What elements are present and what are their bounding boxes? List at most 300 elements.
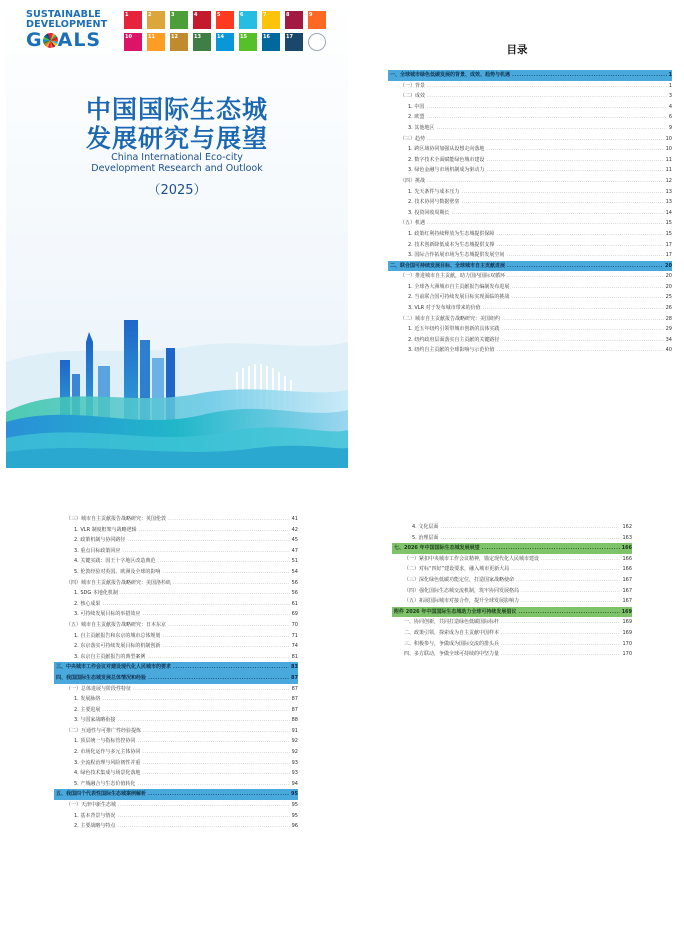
toc-entry[interactable] [54, 684, 298, 695]
toc-entry-page-number: 162 [622, 524, 632, 530]
sdg-goal-17-icon: 17 [285, 33, 303, 51]
toc-leader-dots [137, 779, 289, 790]
toc-entry-label: （三）趋势 [400, 135, 426, 142]
toc-entry-label: 2. 技术协同与数据壁垒 [408, 199, 460, 206]
toc-entry[interactable] [388, 208, 672, 219]
toc-leader-dots [501, 649, 620, 660]
toc-entry[interactable] [54, 747, 298, 758]
toc-entry-page-number: 15 [665, 230, 672, 237]
toc-leader-dots [427, 176, 664, 187]
toc-entry[interactable] [392, 554, 632, 565]
toc-entry-page-number: 166 [621, 545, 632, 552]
toc-entry-label: 5. 伦敦经验对英国、欧洲及全球的影响 [74, 568, 161, 575]
toc-entry[interactable] [54, 779, 298, 790]
toc-leader-dots [496, 240, 663, 251]
toc-entry-label: 1. 顶层统一与指标管控协同 [74, 738, 136, 745]
toc-entry-page-number: 3 [668, 93, 672, 100]
toc-leader-dots [521, 596, 620, 607]
toc-leader-dots [142, 768, 289, 779]
toc-leader-dots [440, 533, 620, 544]
toc-entry-page-number: 1 [668, 72, 672, 78]
toc-entry[interactable] [54, 514, 298, 525]
toc-entry-label: 附件 2026 年中国国际生态城助力全球可持续发展倡议 [394, 608, 517, 615]
toc-entry-label: 四、多方联动，争做全球可持续的中坚力量 [404, 651, 500, 658]
toc-entry-label: 二、政策引领，探索成为自主贡献中国样本 [404, 629, 500, 636]
toc-entry-label: 1. 近五年纽约引领带城市创新的具体实践 [408, 326, 500, 333]
toc-entry-page-number: 92 [291, 738, 298, 745]
sdg-goal-5-icon: 5 [216, 11, 234, 29]
toc-leader-dots [137, 736, 289, 747]
toc-entry-page-number: 166 [622, 566, 632, 573]
toc-entry-page-number: 14 [665, 209, 672, 216]
toc-leader-dots [148, 789, 289, 800]
toc-entry[interactable] [388, 271, 672, 282]
toc-entry[interactable] [388, 197, 672, 208]
toc-entry-label: （一）总体进展与阶段性特征 [66, 685, 132, 692]
toc-entry-label: （二）城市自主贡献报告战略研究：美国纽约 [400, 315, 501, 322]
toc-entry-label: 2. 主要进展 [74, 706, 101, 713]
toc-entry-label: 四、我国国际生态城发展总体情况和经验 [56, 674, 147, 681]
toc-entry[interactable] [54, 609, 298, 620]
toc-page-3 [352, 470, 682, 936]
toc-entry-page-number: 12 [665, 177, 672, 184]
toc-entry[interactable] [388, 218, 672, 229]
sdg-goal-icons [124, 11, 334, 51]
toc-entry-label: 2. 欧盟 [408, 114, 425, 121]
toc-entry-page-number: 17 [665, 252, 672, 259]
cover-english-line1: China International Eco-city [111, 152, 243, 163]
toc-entry-label: 1. 中国 [408, 103, 425, 110]
toc-entry-label: 3. 其他地区 [408, 124, 435, 131]
toc-entry-label: 2. 纽约政府层面落实自主贡献的关键路径 [408, 336, 500, 343]
toc-entry[interactable] [54, 546, 298, 557]
toc-entry-page-number: 87 [291, 706, 298, 713]
toc-entry-label: 3. 可持续发展目标的举措效应 [74, 611, 141, 618]
toc-entry-page-number: 87 [291, 696, 298, 703]
toc-leader-dots [486, 165, 663, 176]
toc-entry-label: （五）城市自主贡献报告战略研究：日本东京 [66, 621, 167, 628]
sdg-goal-1-icon: 1 [124, 11, 142, 29]
sdg-goal-10-icon: 10 [124, 33, 142, 51]
toc-leader-dots [506, 250, 663, 261]
toc-entry-page-number: 20 [665, 273, 672, 280]
toc-entry[interactable] [54, 800, 298, 811]
cover-english-line2: Development Research and Outlook [91, 163, 263, 174]
toc-entry-label: 三、积极参与，争做成为国际交流的排头兵 [404, 640, 500, 647]
toc-entry-label: 5. 治理层面 [412, 534, 439, 541]
toc-entry-page-number: 87 [291, 685, 298, 692]
toc-leader-dots [143, 726, 290, 737]
toc-leader-dots [162, 641, 289, 652]
toc-entry-label: 1. 政策红利持续释放为生态城提供保障 [408, 230, 495, 237]
toc-leader-dots [440, 522, 620, 533]
cover-year: （2025） [147, 183, 207, 198]
toc-leader-dots [133, 684, 290, 695]
toc-leader-dots [117, 715, 289, 726]
sdg-goal-logo-icon [308, 33, 326, 51]
toc-entry-label: 二、联合国可持续发展目标、全球城市自主贡献进展 [390, 262, 506, 269]
toc-entry[interactable] [388, 102, 672, 113]
toc-leader-dots [502, 314, 664, 325]
toc-leader-dots [162, 631, 289, 642]
toc-entry[interactable] [388, 123, 672, 134]
toc-entry-label: 3. VLR 对于发布城市带来的价值 [408, 305, 481, 312]
toc-entry[interactable] [392, 543, 632, 554]
toc-entry-label: 4. 文化层面 [412, 524, 439, 530]
toc-leader-dots [117, 821, 289, 832]
sdg-wheel-icon [43, 33, 58, 48]
toc-entry[interactable] [54, 578, 298, 589]
toc-entry[interactable] [388, 70, 672, 81]
toc-leader-dots [142, 747, 289, 758]
toc-entry-page-number: 56 [291, 579, 298, 586]
toc-entry-page-number: 11 [665, 167, 672, 174]
toc-entry-label: （一）推进城市自主贡献，助力国内国际双循环 [400, 273, 506, 280]
toc-entry-page-number: 69 [291, 611, 298, 618]
toc-entry[interactable] [388, 282, 672, 293]
toc-leader-dots [102, 694, 289, 705]
toc-entry-page-number: 10 [665, 135, 672, 142]
toc-leader-dots [142, 609, 289, 620]
toc-entry-label: （二）对标“四好”建设要求，融入城市更新大局 [404, 566, 510, 573]
toc-entry-page-number: 81 [291, 653, 298, 660]
toc-entry-page-number: 10 [665, 146, 672, 153]
toc-entry-page-number: 93 [291, 770, 298, 777]
sdg-goal-7-icon: 7 [262, 11, 280, 29]
toc-entry-label: 2. 技术创新降低成本为生态城提供支撑 [408, 241, 495, 248]
toc-entry-page-number: 70 [291, 621, 298, 628]
toc-entry-page-number: 71 [291, 632, 298, 639]
sdg-logo-line2: DEVELOPMENT [26, 19, 108, 30]
toc-entry[interactable] [388, 134, 672, 145]
toc-leader-dots [173, 578, 290, 589]
toc-entry[interactable] [388, 155, 672, 166]
toc-entry-label: （四）强化国际生态城交流机制，筑牢协同发展格局 [404, 587, 520, 594]
toc-entry-label: （三）城市自主贡献报告战略研究：英国伦敦 [66, 516, 167, 522]
toc-entry[interactable] [54, 726, 298, 737]
toc-entry[interactable] [54, 821, 298, 832]
toc-entry-label: 3. 纽约自主贡献的全球影响与示范价值 [408, 347, 495, 354]
toc-leader-dots [496, 345, 663, 356]
toc-entry-page-number: 170 [622, 651, 632, 658]
toc-entry[interactable] [388, 176, 672, 187]
toc-entry-label: 1. 跨区域协同加强从设想走向落地 [408, 146, 485, 153]
toc-entry-label: （四）挑战 [400, 177, 426, 184]
toc-entry-page-number: 88 [291, 717, 298, 724]
toc-entry-page-number: 25 [665, 294, 672, 301]
toc-leader-dots [516, 575, 620, 586]
toc-leader-dots [501, 628, 620, 639]
toc-leader-dots [461, 197, 663, 208]
toc-entry-page-number: 26 [665, 305, 672, 312]
toc-entry-page-number: 1 [668, 82, 672, 89]
toc-entry-page-number: 34 [665, 336, 672, 343]
toc-entry[interactable] [388, 250, 672, 261]
toc-leader-dots [482, 543, 620, 554]
toc-leader-dots [142, 758, 289, 769]
toc-leader-dots [427, 134, 664, 145]
toc-entry-page-number: 95 [291, 791, 298, 798]
toc-entry[interactable] [54, 811, 298, 822]
toc-entry-page-number: 54 [291, 568, 298, 575]
toc-list-3 [392, 522, 632, 660]
toc-entry[interactable] [388, 324, 672, 335]
toc-entry-label: 3. 投资回收周期长 [408, 209, 450, 216]
city-skyline-illustration [6, 302, 348, 468]
toc-leader-dots [512, 70, 667, 81]
toc-leader-dots [501, 617, 620, 628]
toc-entry-page-number: 9 [668, 124, 672, 131]
toc-entry[interactable] [392, 607, 632, 618]
toc-entry[interactable] [54, 694, 298, 705]
toc-leader-dots [511, 564, 620, 575]
toc-entry[interactable] [388, 229, 672, 240]
toc-entry-label: 3. 重点目标政策回应 [74, 547, 121, 554]
sdg-logo-g: G [26, 29, 43, 51]
sdg-goal-4-icon: 4 [193, 11, 211, 29]
toc-entry-label: 1. 基本背景与情况 [74, 812, 116, 819]
toc-leader-dots [541, 554, 620, 565]
toc-entry-label: 2. 核心成果 [74, 600, 101, 607]
toc-entry-page-number: 61 [291, 600, 298, 607]
toc-entry-label: 2. 东京落实可持续发展目标的机制创新 [74, 643, 161, 650]
toc-entry-label: 五、我国四个代表性国际生态城案例解析 [56, 791, 147, 798]
toc-entry-label: （二）互通性与可推广性经验提炼 [66, 727, 142, 734]
toc-entry-page-number: 47 [291, 547, 298, 554]
cover-title-line1: 中国国际生态城 [85, 95, 268, 124]
toc-entry[interactable] [54, 705, 298, 716]
toc-entry[interactable] [54, 789, 298, 800]
toc-leader-dots [122, 546, 289, 557]
toc-entry[interactable] [54, 673, 298, 684]
toc-entry-label: 1. 自主贡献报告和东京的城市总体规划 [74, 632, 161, 639]
sdg-goal-3-icon: 3 [170, 11, 188, 29]
toc-entry[interactable] [54, 620, 298, 631]
toc-entry[interactable] [388, 165, 672, 176]
toc-entry[interactable] [392, 596, 632, 607]
toc-entry-page-number: 41 [291, 516, 298, 522]
toc-entry-label: 1. 全球各大洲城市自主贡献报告编制发布进展 [408, 283, 510, 290]
toc-entry[interactable] [54, 662, 298, 673]
sdg-goal-14-icon: 14 [216, 33, 234, 51]
toc-leader-dots [507, 271, 664, 282]
sdg-goal-6-icon: 6 [239, 11, 257, 29]
toc-entry-label: （一）紧扣中央城市工作会议精神，锚定现代化人民城市建设 [404, 555, 540, 562]
toc-entry[interactable] [392, 586, 632, 597]
toc-leader-dots [521, 586, 620, 597]
toc-entry-label: （二）成效 [400, 93, 426, 100]
toc-entry-page-number: 169 [622, 619, 632, 626]
toc-leader-dots [102, 705, 289, 716]
toc-entry[interactable] [388, 187, 672, 198]
toc-entry[interactable] [388, 91, 672, 102]
toc-entry[interactable] [392, 533, 632, 544]
toc-entry[interactable] [54, 715, 298, 726]
toc-entry-page-number: 91 [291, 727, 298, 734]
toc-entry-page-number: 74 [291, 643, 298, 650]
toc-entry[interactable] [392, 522, 632, 533]
toc-leader-dots [501, 639, 620, 650]
toc-leader-dots [518, 607, 619, 618]
toc-leader-dots [118, 800, 290, 811]
toc-entry[interactable] [388, 240, 672, 251]
toc-leader-dots [426, 112, 666, 123]
toc-entry-label: （五）拓展国际城市对接合作，提升全球发展影响力 [404, 598, 520, 605]
toc-entry-page-number: 51 [291, 558, 298, 565]
sdg-logo-goals [26, 30, 106, 50]
toc-leader-dots [102, 599, 289, 610]
toc-entry-page-number: 95 [291, 802, 298, 809]
toc-entry[interactable] [392, 575, 632, 586]
toc-leader-dots [173, 662, 289, 673]
sdg-goal-16-icon: 16 [262, 33, 280, 51]
toc-entry[interactable] [392, 649, 632, 660]
toc-entry-page-number: 94 [291, 780, 298, 787]
toc-entry[interactable] [54, 758, 298, 769]
toc-entry[interactable] [54, 631, 298, 642]
toc-entry[interactable] [388, 335, 672, 346]
toc-leader-dots [511, 292, 663, 303]
toc-entry-page-number: 83 [291, 664, 298, 671]
toc-entry[interactable] [388, 261, 672, 272]
toc-entry[interactable] [392, 639, 632, 650]
sdg-logo [26, 10, 106, 50]
toc-entry-page-number: 20 [665, 262, 672, 269]
toc-entry-page-number: 40 [665, 347, 672, 354]
toc-leader-dots [426, 102, 666, 113]
toc-entry-label: 1. 先天条件与成本压力 [408, 188, 460, 195]
toc-leader-dots [451, 208, 663, 219]
toc-leader-dots [427, 81, 667, 92]
toc-entry[interactable] [54, 588, 298, 599]
sdg-goal-2-icon: 2 [147, 11, 165, 29]
toc-entry[interactable] [54, 567, 298, 578]
toc-leader-dots [507, 261, 663, 272]
toc-leader-dots [461, 187, 663, 198]
toc-entry[interactable] [54, 652, 298, 663]
toc-entry-label: （四）城市自主贡献报告战略研究：美国洛杉矶 [66, 579, 172, 586]
toc-entry-label: 2. 主要战略与特点 [74, 823, 116, 830]
report-cover [6, 2, 348, 468]
toc-entry[interactable] [388, 314, 672, 325]
sdg-goal-15-icon: 15 [239, 33, 257, 51]
sdg-goal-13-icon: 13 [193, 33, 211, 51]
sdg-logo-als: ALS [57, 29, 102, 51]
toc-entry[interactable] [388, 112, 672, 123]
toc-entry-label: （五）机遇 [400, 220, 426, 227]
toc-entry-page-number: 42 [291, 526, 298, 533]
toc-entry-label: 3. 国际合作拓展市场为生态城提供发展空间 [408, 252, 505, 259]
toc-entry-page-number: 13 [665, 188, 672, 195]
toc-entry[interactable] [54, 599, 298, 610]
toc-entry-label: 2. 数字技术全面赋能绿色城市建设 [408, 156, 485, 163]
toc-entry-page-number: 96 [291, 823, 298, 830]
toc-entry-page-number: 167 [622, 587, 632, 594]
toc-entry-page-number: 93 [291, 759, 298, 766]
toc-entry-label: （一）天津中新生态城 [66, 802, 117, 809]
toc-entry[interactable] [54, 556, 298, 567]
toc-entry[interactable] [392, 617, 632, 628]
toc-leader-dots [496, 229, 663, 240]
toc-entry[interactable] [54, 768, 298, 779]
toc-list-2 [54, 514, 298, 832]
toc-entry-page-number: 20 [665, 283, 672, 290]
toc-entry-label: 2. 市场化运作与多元主体协同 [74, 749, 141, 756]
toc-entry-label: 2. 政策机制与协同路径 [74, 537, 126, 544]
toc-entry-page-number: 163 [622, 534, 632, 541]
toc-entry[interactable] [392, 564, 632, 575]
toc-leader-dots [120, 588, 290, 599]
toc-entry-page-number: 6 [668, 114, 672, 121]
toc-entry-page-number: 11 [665, 156, 672, 163]
toc-entry-label: （三）深化绿色低碳功能定位，打造国家战略使命 [404, 576, 515, 583]
toc-entry[interactable] [388, 345, 672, 356]
toc-entry-page-number: 167 [622, 576, 632, 583]
toc-entry-page-number: 4 [668, 103, 672, 110]
toc-leader-dots [501, 335, 663, 346]
toc-page-1 [352, 2, 682, 468]
toc-leader-dots [139, 525, 290, 536]
toc-leader-dots [511, 282, 663, 293]
toc-entry-page-number: 17 [665, 241, 672, 248]
sdg-goal-8-icon: 8 [285, 11, 303, 29]
cover-title-line2: 发展研究与展望 [85, 124, 268, 153]
toc-title: 目录 [506, 44, 528, 56]
sdg-goal-9-icon: 9 [308, 11, 326, 29]
toc-entry-label: 4. 绿色技术集成与场景化落地 [74, 770, 141, 777]
toc-leader-dots [168, 514, 290, 525]
toc-entry[interactable] [54, 535, 298, 546]
toc-entry-label: 一、协同创新，共同打造绿色低碳国际标杆 [404, 619, 500, 626]
sdg-goal-11-icon: 11 [147, 33, 165, 51]
toc-entry-label: 1. VLR 制度框架与战略逻辑 [74, 526, 137, 533]
toc-leader-dots [147, 652, 289, 663]
toc-leader-dots [483, 303, 664, 314]
toc-entry-label: 1. SDG 本地化机制 [74, 590, 118, 597]
toc-entry[interactable] [54, 525, 298, 536]
toc-entry-label: 3. 全流程治理与风险韧性并重 [74, 759, 141, 766]
toc-entry[interactable] [392, 628, 632, 639]
toc-entry-page-number: 29 [665, 326, 672, 333]
toc-entry[interactable] [388, 303, 672, 314]
toc-entry-label: 七、2026 年中国国际生态城发展展望 [394, 545, 480, 552]
toc-entry-page-number: 95 [291, 812, 298, 819]
toc-entry-label: 1. 发展脉络 [74, 696, 101, 703]
toc-entry-label: 5. 产城融合与生态价值转化 [74, 780, 136, 787]
toc-entry[interactable] [54, 736, 298, 747]
sdg-goal-12-icon: 12 [170, 33, 188, 51]
toc-entry[interactable] [388, 144, 672, 155]
toc-entry-page-number: 45 [291, 537, 298, 544]
toc-entry-page-number: 166 [622, 555, 632, 562]
toc-entry-page-number: 170 [622, 640, 632, 647]
toc-leader-dots [501, 324, 663, 335]
toc-entry-label: 3. 绿色金融与市场机制成为驱动力 [408, 167, 485, 174]
toc-entry[interactable] [388, 292, 672, 303]
toc-leader-dots [427, 218, 664, 229]
toc-list-1 [388, 70, 672, 356]
toc-entry-page-number: 13 [665, 199, 672, 206]
toc-entry-page-number: 167 [622, 598, 632, 605]
toc-page-2 [6, 470, 348, 936]
toc-entry-page-number: 28 [665, 315, 672, 322]
toc-leader-dots [427, 91, 667, 102]
toc-entry-label: （一）背景 [400, 82, 426, 89]
toc-leader-dots [162, 567, 289, 578]
toc-entry[interactable] [54, 641, 298, 652]
toc-leader-dots [486, 155, 663, 166]
toc-entry[interactable] [388, 81, 672, 92]
